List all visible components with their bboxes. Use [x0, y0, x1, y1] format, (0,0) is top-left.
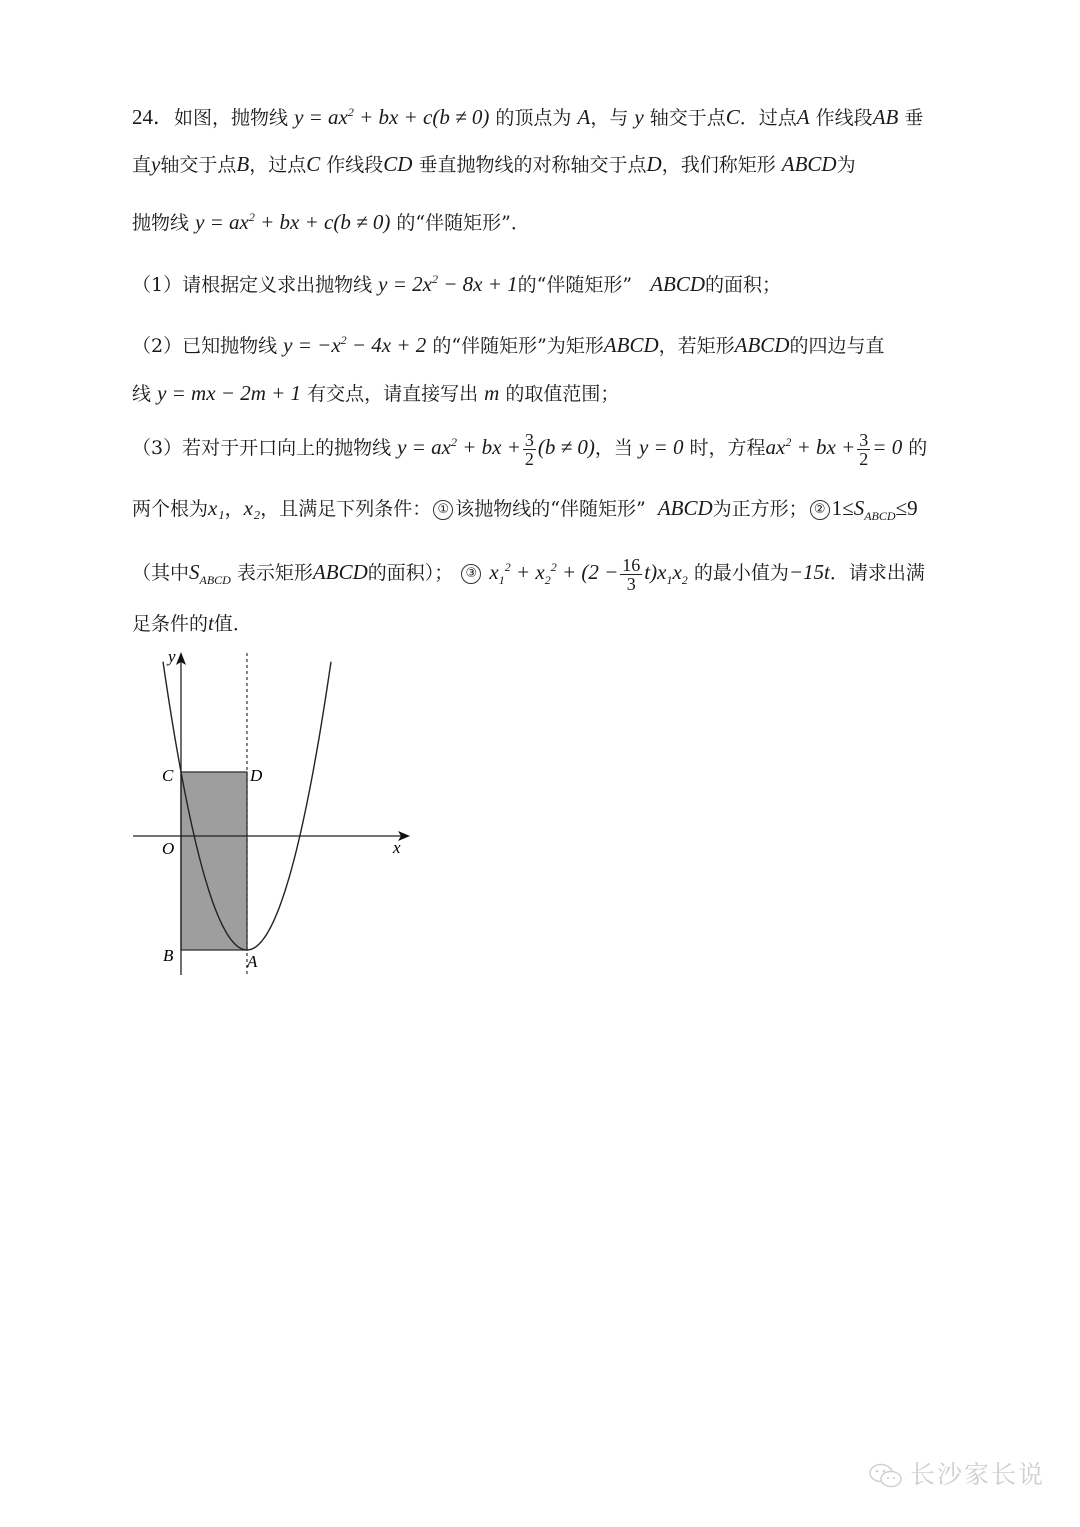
denominator: 2	[859, 448, 869, 469]
rect-abcd: ABCD	[781, 152, 837, 176]
var-y: y	[634, 105, 644, 129]
part1-equation: $y = 2x^2 - 8x + 1$	[378, 272, 518, 296]
rect-abcd: ABCD	[657, 496, 713, 520]
text: ，与	[590, 107, 629, 129]
text: 的“伴随矩形”．	[396, 212, 530, 234]
rect-abcd: ABCD	[603, 333, 659, 357]
part3-line3: （其中$S_{ABCD}$ 表示矩形ABCD的面积）； ③ $x_1^2 + x_2^2 + (2$ − $\frac{16}{3}$ $t)x_1x_2$ 的最小值为−15t．请求出满	[132, 554, 925, 594]
text: 直	[132, 154, 152, 176]
text: ．请求出满	[829, 562, 925, 584]
text: 请根据定义求出抛物线	[182, 274, 373, 296]
wechat-icon	[868, 1463, 904, 1489]
part2-equation: $y = -x^2 - 4x + 2$	[283, 333, 427, 357]
var-t: t	[208, 611, 214, 635]
part1	[132, 265, 781, 299]
point-c: C	[306, 152, 321, 176]
eq-general: $y = ax^2$ + bx + c(b ≠ 0)	[195, 210, 391, 234]
segment-cd: CD	[383, 152, 413, 176]
text: ，我们称矩形	[661, 154, 776, 176]
numerator: 3	[524, 429, 534, 450]
part2-line1	[132, 326, 884, 360]
label-d: D	[250, 766, 263, 785]
var-m: m	[484, 381, 500, 405]
var-y: y	[151, 152, 161, 176]
root-x2: x₂	[243, 496, 261, 520]
part1-label: （1）	[132, 274, 183, 296]
text: 的最小值为	[693, 562, 789, 584]
text: ，若矩形	[658, 335, 735, 357]
numerator: 16	[622, 554, 641, 575]
label-o: O	[162, 839, 175, 858]
rect-abcd: ABCD	[312, 560, 368, 584]
part3-line1: （3）若对于开口向上的抛物线 $y = ax^2$ + bx + $\frac{3}{2}$ (b ≠ 0)，当 y = 0 时，方程$ax^2$ + bx + $\frac{3}{2}$ = 0 的	[132, 429, 928, 469]
text: 的四边与直	[789, 335, 885, 357]
label-c: C	[162, 766, 174, 785]
numerator: 3	[859, 429, 869, 450]
text: 有交点，请直接写出	[307, 383, 479, 405]
text: 该抛物线的“伴随矩形”	[455, 498, 646, 520]
text: （其中	[132, 562, 190, 584]
condition-2-marker: ②	[810, 500, 830, 520]
fraction-16-3	[620, 556, 642, 593]
root-x1: x₁	[208, 496, 225, 520]
problem-number: 24．	[132, 105, 174, 129]
point-a: A	[577, 105, 591, 129]
point-c: C	[725, 105, 740, 129]
text: 轴交于点	[649, 107, 726, 129]
fraction-3-2	[523, 431, 536, 468]
text: ．过点	[739, 107, 797, 129]
text: 的面积；	[705, 274, 782, 296]
label-x: x	[393, 838, 401, 857]
text: 已知抛物线	[182, 335, 278, 357]
problem-intro-line3	[132, 203, 530, 237]
part3-label: （3）	[132, 437, 183, 459]
text: 如图，抛物线	[174, 107, 289, 129]
text: 的“伴随矩形”	[517, 274, 633, 296]
watermark	[868, 1455, 1045, 1491]
rect-abcd-shape	[181, 772, 247, 950]
text: ，且满足下列条件：	[260, 498, 432, 520]
watermark-text: 长沙家长说	[910, 1460, 1046, 1489]
point-a: A	[796, 105, 810, 129]
denominator: 3	[626, 573, 636, 594]
text: ，当	[594, 437, 633, 459]
text: 若对于开口向上的抛物线	[182, 437, 392, 459]
part2-line2	[132, 379, 619, 408]
part2-label: （2）	[132, 335, 183, 357]
point-d: D	[646, 152, 662, 176]
text: 的	[908, 437, 928, 459]
text: 值．	[213, 613, 252, 635]
text: 为	[836, 154, 856, 176]
condition-1-marker: ①	[433, 500, 453, 520]
denominator: 2	[524, 448, 534, 469]
part3-equation: $y = ax^2$ + bx +	[397, 435, 521, 459]
rect-abcd: ABCD	[650, 272, 706, 296]
min-value: −15t	[788, 560, 830, 584]
area-lower: 1	[831, 496, 843, 520]
text: 垂	[904, 107, 924, 129]
parabola-figure	[125, 645, 425, 985]
text: 抛物线	[132, 212, 190, 234]
area-upper: 9	[907, 496, 918, 520]
text: 轴交于点	[160, 154, 237, 176]
text: 两个根为	[132, 498, 209, 520]
text: ，过点	[249, 154, 307, 176]
problem-intro-line2	[132, 150, 856, 179]
text: 足条件的	[132, 613, 209, 635]
line-equation: y = mx − 2m + 1	[157, 381, 302, 405]
point-b: B	[236, 152, 250, 176]
part3-line2: 两个根为x₁，x₂，且满足下列条件： ① 该抛物线的“伴随矩形” ABCD为正方形； ② $1\le S_{ABCD}\le 9$	[132, 496, 918, 524]
text: 作线段	[815, 107, 873, 129]
text: 线	[132, 383, 152, 405]
rect-abcd: ABCD	[734, 333, 790, 357]
text: 作线段	[326, 154, 384, 176]
label-a: A	[247, 952, 258, 971]
y-eq-0: y = 0	[638, 435, 684, 459]
label-y: y	[168, 647, 176, 666]
condition-3-expression: $x_1^2 + x_2^2 + (2$ −	[489, 560, 619, 588]
label-b: B	[163, 946, 174, 965]
condition-3-marker: ③	[461, 564, 481, 584]
text: 的顶点为	[495, 107, 572, 129]
text: 为正方形；	[712, 498, 808, 520]
text: 的取值范围；	[505, 383, 620, 405]
problem-intro-line1	[132, 98, 923, 132]
text: 表示矩形	[236, 562, 313, 584]
fraction-3-2	[857, 431, 870, 468]
text: 的面积）；	[367, 562, 454, 584]
eq-general: $y = ax^2$ + bx + c(b ≠ 0)	[294, 105, 490, 129]
text: 垂直抛物线的对称轴交于点	[418, 154, 647, 176]
part3-line4	[132, 609, 252, 638]
segment-ab: AB	[872, 105, 899, 129]
text: 时，方程	[689, 437, 766, 459]
text: 的“伴随矩形”为矩形	[432, 335, 604, 357]
